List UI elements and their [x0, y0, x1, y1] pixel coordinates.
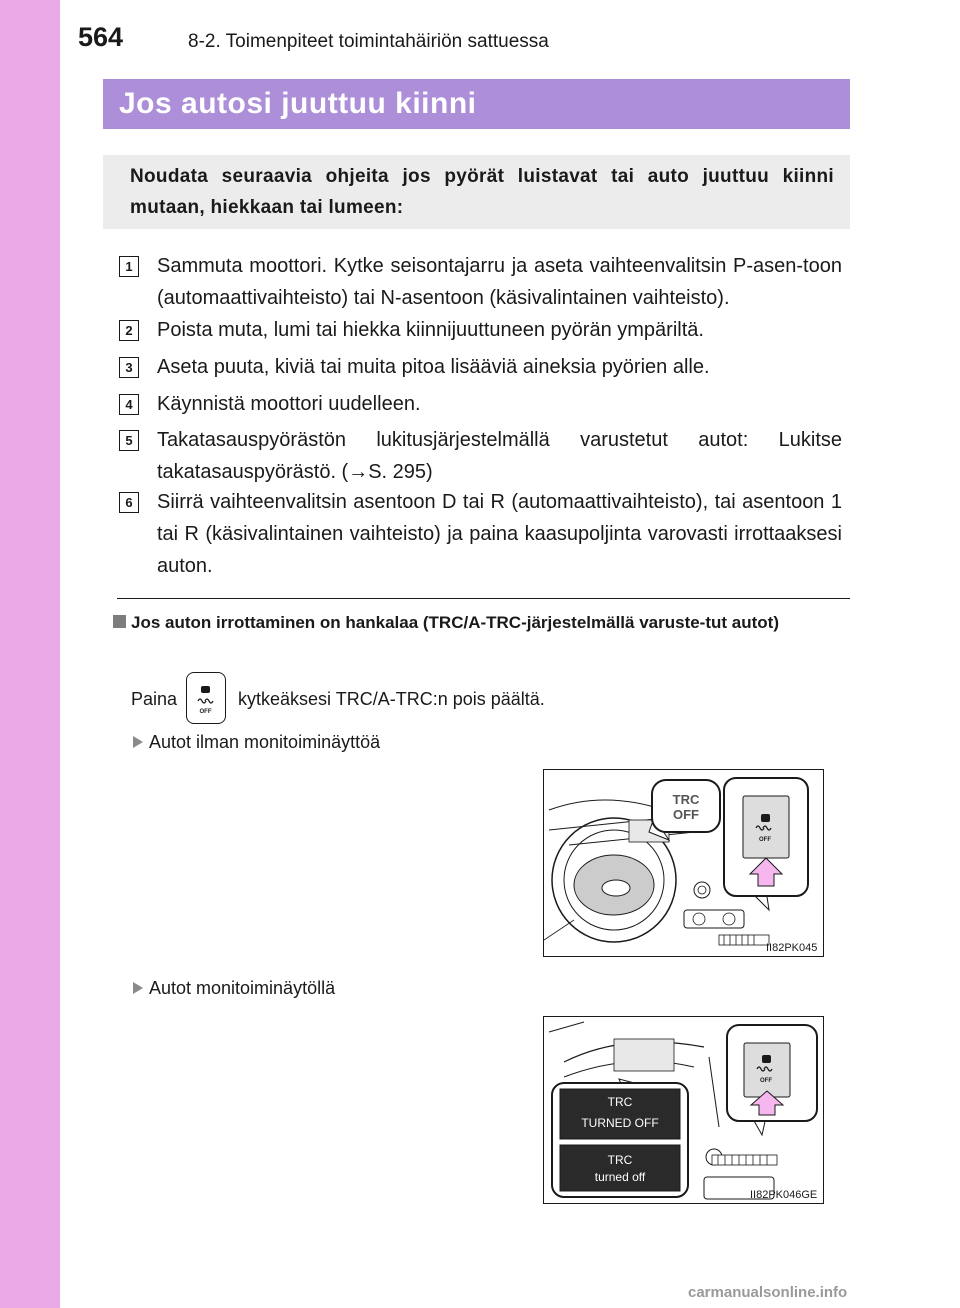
- image-code: II82PK045: [766, 942, 818, 954]
- trc-off-button-icon: [186, 672, 226, 724]
- step-number: 2: [119, 320, 139, 341]
- step-number: 1: [119, 256, 139, 277]
- step-text: Takatasauspyörästön lukitusjärjestelmällä varustetut autot: Lukitse takatasauspyörästö. (→S. 295): [157, 429, 842, 483]
- button-off-label: OFF: [759, 837, 771, 843]
- step-text: Siirrä vaihteenvalitsin asentoon D tai R (automaattivaihteisto), tai asentoon 1 tai R (käsivalintainen vaihteisto) ja paina kaasupoljinta varovasti irrottaaksesi auton.: [157, 491, 842, 577]
- screen1-line2: TURNED OFF: [581, 1116, 659, 1130]
- page-title: Jos autosi juuttuu kiinni: [103, 79, 850, 129]
- screen2-line1: TRC: [607, 1153, 633, 1167]
- dashboard-drawing: [544, 770, 823, 956]
- section-divider: [117, 598, 850, 599]
- step-number: 5: [119, 430, 139, 451]
- illustration-dashboard-1: [543, 769, 824, 957]
- intro-text: Noudata seuraavia ohjeita jos pyörät luistavat tai auto juuttuu kiinni mutaan, hiekkaan tai lumeen:: [130, 166, 834, 218]
- button-off-label: OFF: [199, 709, 212, 715]
- button-off-label: OFF: [760, 1078, 772, 1084]
- press-text-after: kytkeäksesi TRC/A-TRC:n pois päältä.: [238, 689, 545, 709]
- screen1-line1: TRC: [607, 1095, 633, 1109]
- press-text-before: Paina: [131, 689, 178, 709]
- step-text: Käynnistä moottori uudelleen.: [157, 393, 421, 415]
- intro-box: [103, 155, 850, 229]
- variant-label-2: [133, 978, 335, 999]
- variant-label-1: [133, 732, 380, 753]
- image-code: II82PK046GE: [750, 1189, 818, 1201]
- watermark: carmanualsonline.info: [688, 1284, 848, 1301]
- step-text: Aseta puuta, kiviä tai muita pitoa lisääviä aineksia pyörien alle.: [157, 356, 710, 378]
- subsection-heading: Jos auton irrottaminen on hankalaa (TRC/A-TRC-järjestelmällä varuste-tut autot): [131, 613, 779, 632]
- illustration-dashboard-2: [543, 1016, 824, 1204]
- section-title: 8-2. Toimenpiteet toimintahäiriön sattuessa: [188, 31, 549, 52]
- callout-trc-text: TRC: [672, 792, 700, 807]
- square-bullet-icon: [113, 615, 126, 628]
- step-number: 4: [119, 394, 139, 415]
- step-text: Poista muta, lumi tai hiekka kiinnijuuttuneen pyörän ympäriltä.: [157, 319, 704, 341]
- screen2-line2: turned off: [594, 1170, 646, 1184]
- side-tab-band: [0, 0, 60, 1308]
- step-text: Sammuta moottori. Kytke seisontajarru ja aseta vaihteenvalitsin P-asen-toon (automaattivaihteisto) tai N-asentoon (käsivalintainen vaihteisto).: [157, 255, 842, 309]
- step-number: 3: [119, 357, 139, 378]
- variant-text: Autot monitoiminäytöllä: [149, 978, 336, 998]
- step-number: 6: [119, 492, 139, 513]
- triangle-bullet-icon: [133, 736, 143, 748]
- triangle-bullet-icon: [133, 982, 143, 994]
- page-number: 564: [78, 22, 124, 52]
- variant-text: Autot ilman monitoiminäyttöä: [149, 732, 381, 752]
- callout-off-text: OFF: [673, 807, 699, 822]
- dashboard-drawing: [544, 1017, 823, 1203]
